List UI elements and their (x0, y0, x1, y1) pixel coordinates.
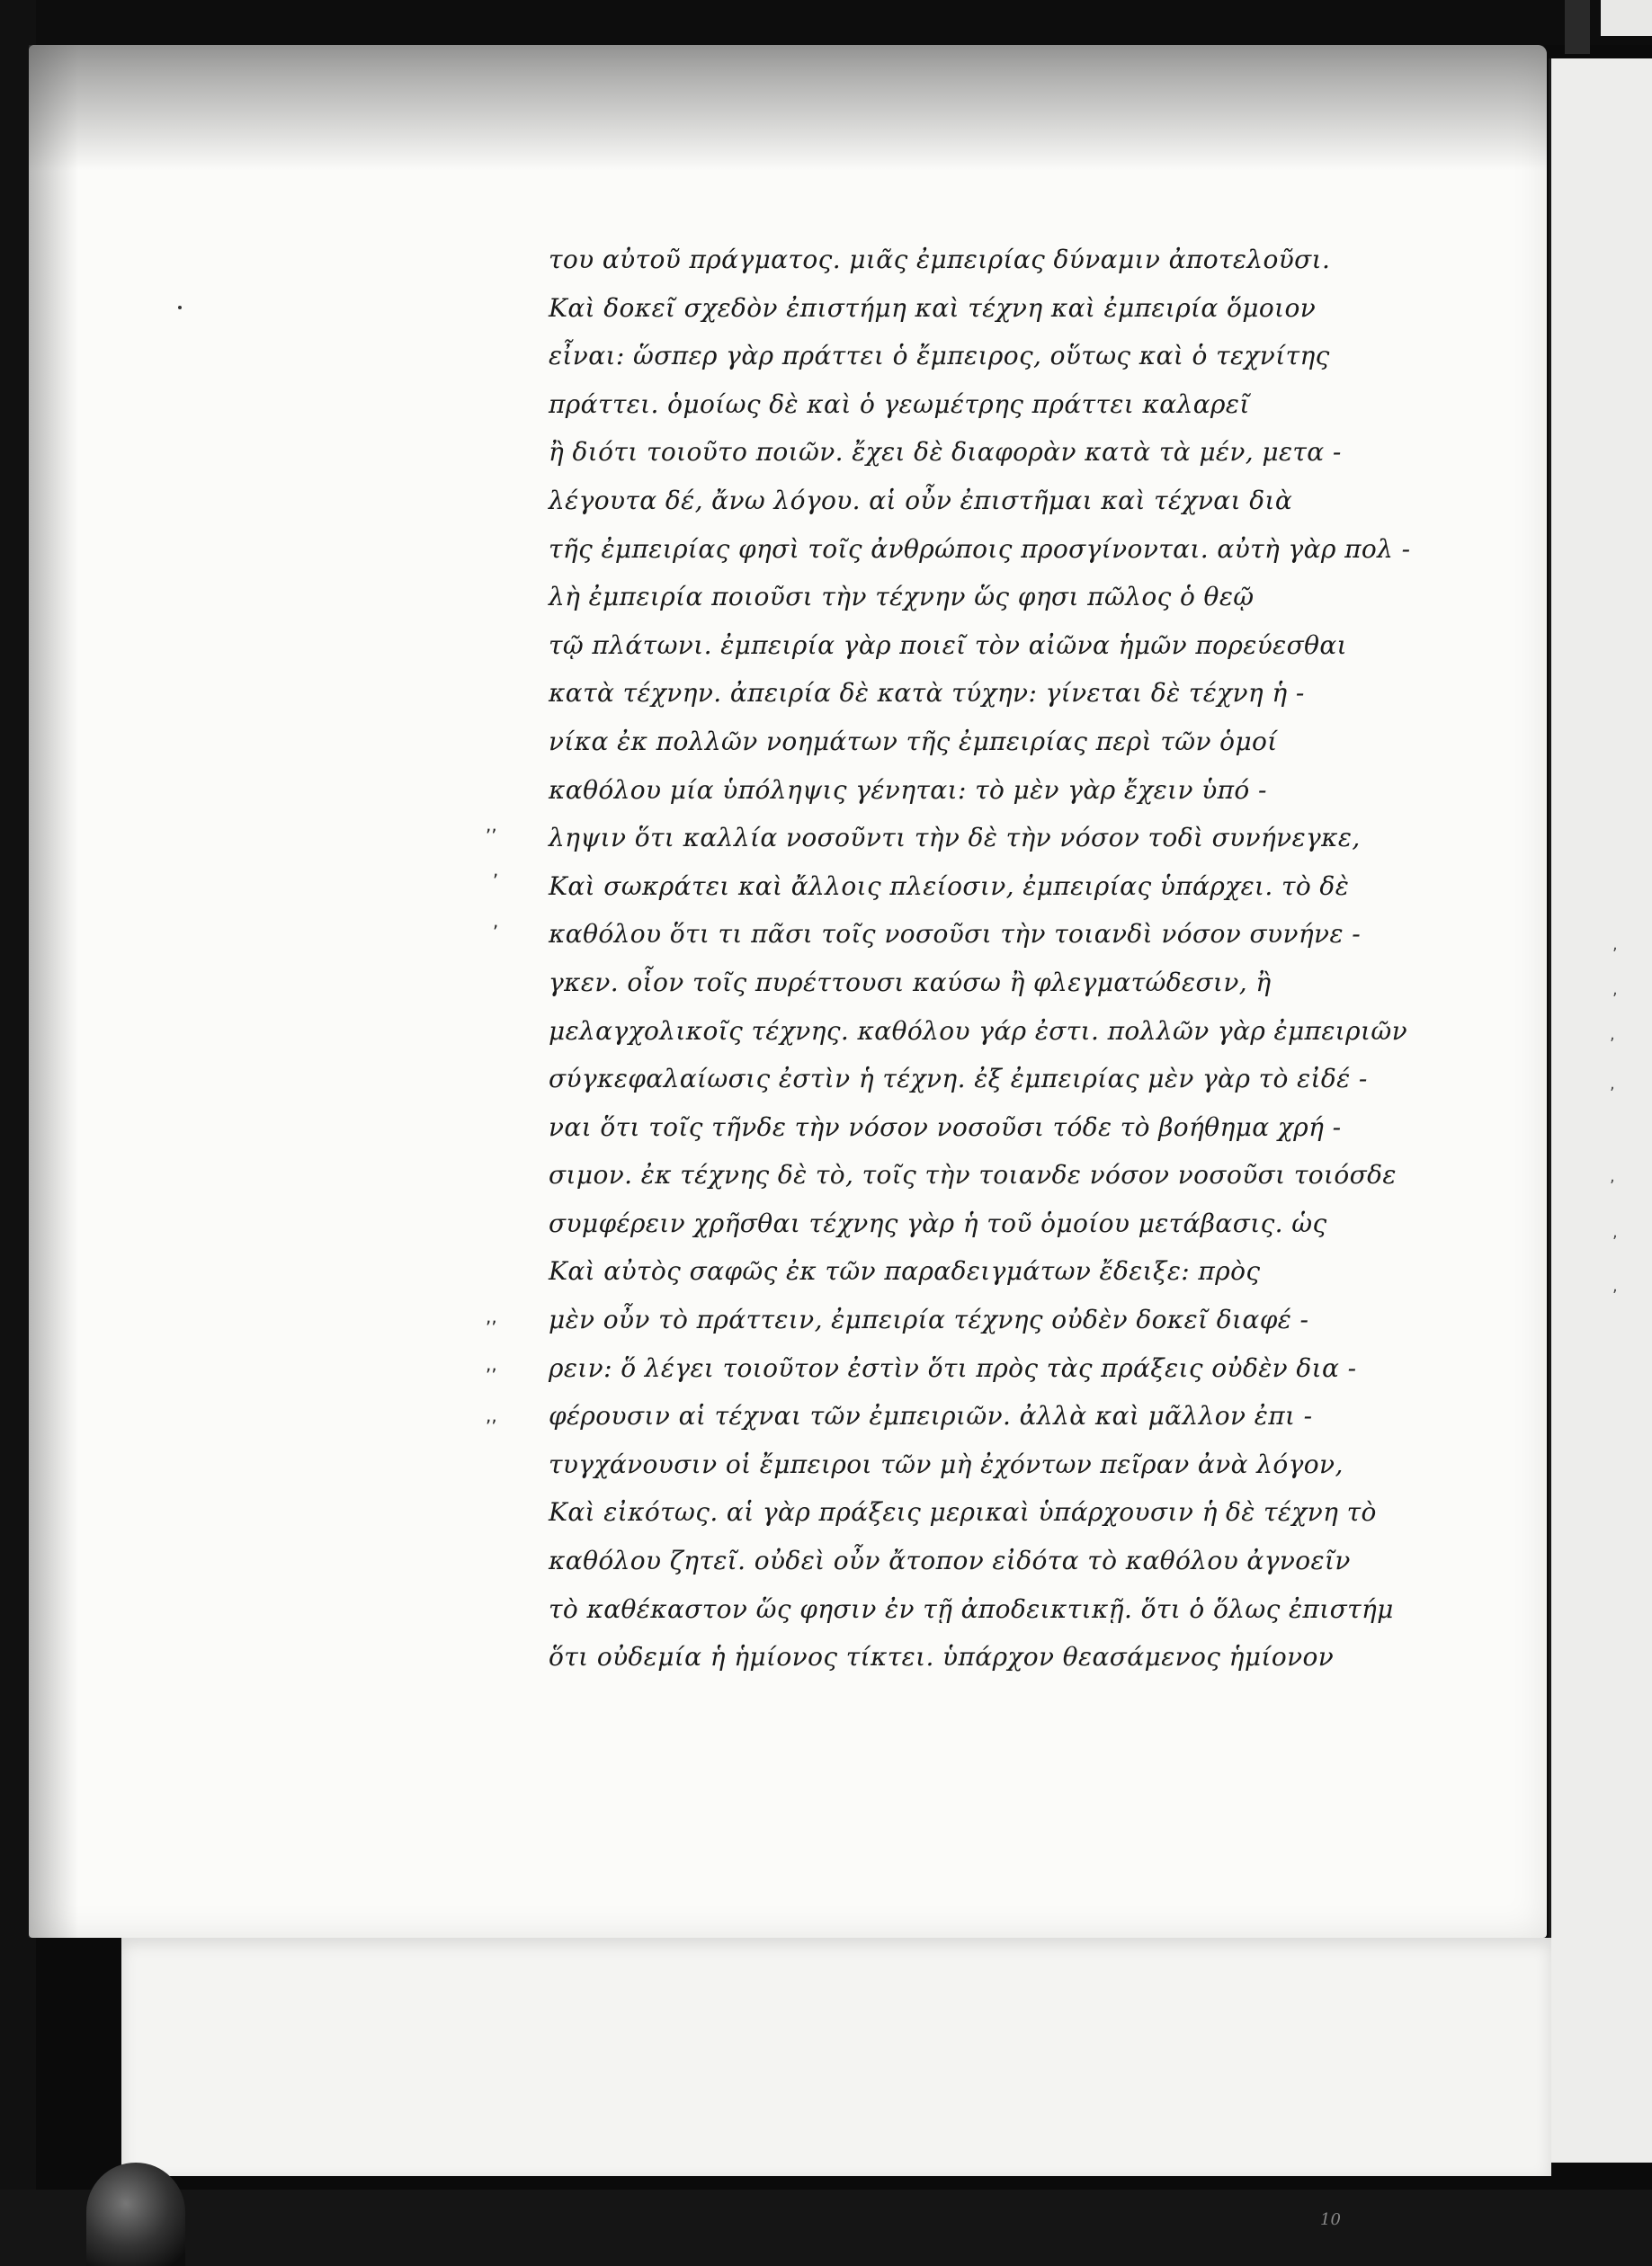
margin-mark: , (493, 859, 499, 880)
holder-thumb (86, 2163, 185, 2266)
edge-mark: , (1610, 1025, 1615, 1044)
text-line: λὴ ἐμπειρία ποιοῦσι τὴν τέχνην ὥς φησι πῶλος ὁ θεῷ (549, 582, 1255, 612)
adjacent-page (1549, 58, 1652, 2163)
text-line: καθόλου ὅτι τι πᾶσι τοῖς νοσοῦσι τὴν τοιανδὶ νόσον συνήνε - (549, 919, 1362, 950)
text-line: ἢ διότι τοιοῦτο ποιῶν. ἔχει δὲ διαφορὰν κατὰ τὰ μέν, μετα - (549, 437, 1342, 468)
text-line: τὸ καθέκαστον ὥς φησιν ἐν τῇ ἀποδεικτικῇ. ὅτι ὁ ὅλως ἐπιστήμ (549, 1593, 1394, 1624)
text-line: ὅτι οὐδεμία ἡ ἡμίονος τίκτει. ὑπάρχον θεασάμενος ἡμίονον (549, 1642, 1335, 1673)
text-line: Καὶ εἰκότως. αἱ γὰρ πράξεις μερικαὶ ὑπάρχουσιν ἡ δὲ τέχνη τὸ (549, 1497, 1377, 1528)
margin-mark: ,, (486, 1306, 497, 1327)
edge-mark: , (1612, 935, 1618, 954)
text-line: φέρουσιν αἱ τέχναι τῶν ἐμπειριῶν. ἀλλὰ καὶ μᾶλλον ἐπι - (549, 1401, 1313, 1432)
text-line: ρειν: ὅ λέγει τοιοῦτον ἐστὶν ὅτι πρὸς τὰς πράξεις οὐδὲν δια - (549, 1352, 1357, 1383)
page-shadow-left (29, 45, 78, 1938)
manuscript-text (549, 236, 1457, 1682)
margin-mark: ,, (486, 814, 497, 835)
text-line: ναι ὅτι τοῖς τῆνδε τὴν νόσον νοσοῦσι τόδε τὸ βοήθημα χρή - (549, 1111, 1342, 1142)
text-line: σύγκεφαλαίωσις ἐστὶν ἡ τέχνη. ἐξ ἐμπειρίας μὲν γὰρ τὸ εἰδέ - (549, 1064, 1368, 1094)
scan-top-margin (0, 0, 1652, 45)
folio-note: 10 (1320, 2210, 1341, 2229)
ink-dot (178, 306, 182, 309)
text-line: εἶναι: ὥσπερ γὰρ πράττει ὁ ἔμπειρος, οὕτως καὶ ὁ τεχνίτης (549, 341, 1330, 371)
left-margin-marks (486, 0, 540, 2266)
text-line: πράττει. ὁμοίως δὲ καὶ ὁ γεωμέτρης πράττει καλαρεῖ (549, 388, 1250, 419)
page-shadow-top (29, 45, 1547, 171)
text-line: τῷ πλάτωνι. ἐμπειρία γὰρ ποιεῖ τὸν αἰῶνα ἡμῶν πορεύεσθαι (549, 629, 1348, 660)
edge-mark: , (1612, 1277, 1618, 1296)
scan-bottom-margin (0, 2190, 1652, 2266)
edge-mark: , (1610, 1075, 1615, 1093)
text-line: κατὰ τέχνην. ἀπειρία δὲ κατὰ τύχην: γίνεται δὲ τέχνη ἡ - (549, 678, 1305, 709)
margin-mark: ,, (486, 1405, 497, 1426)
text-line: Καὶ σωκράτει καὶ ἄλλοις πλείοσιν, ἐμπειρίας ὑπάρχει. τὸ δὲ (549, 870, 1350, 901)
margin-mark: ,, (486, 1353, 497, 1375)
text-line: καθόλου ζητεῖ. οὐδεὶ οὖν ἄτοπον εἰδότα τὸ καθόλου ἀγνοεῖν (549, 1546, 1351, 1576)
edge-mark: , (1610, 1167, 1615, 1186)
text-line: μελαγχολικοῖς τέχνης. καθόλου γάρ ἐστι. πολλῶν γὰρ ἐμπειριῶν (549, 1015, 1408, 1046)
text-line: συμφέρειν χρῆσθαι τέχνης γὰρ ἡ τοῦ ὁμοίου μετάβασις. ὡς (549, 1208, 1327, 1238)
edge-mark: , (1612, 980, 1618, 999)
margin-mark: , (493, 910, 499, 932)
text-line: μὲν οὖν τὸ πράττειν, ἐμπειρία τέχνης οὐδὲν δοκεῖ διαφέ - (549, 1305, 1309, 1335)
binding-strip (1565, 0, 1590, 54)
edge-mark: , (1612, 1223, 1618, 1242)
text-line: σιμον. ἐκ τέχνης δὲ τὸ, τοῖς τὴν τοιανδε νόσον νοσοῦσι τοιόσδε (549, 1160, 1397, 1191)
text-line: Καὶ αὐτὸς σαφῶς ἐκ τῶν παραδειγμάτων ἔδειξε: πρὸς (549, 1256, 1261, 1287)
text-line: νίκα ἐκ πολλῶν νοημάτων τῆς ἐμπειρίας περὶ τῶν ὁμοί (549, 726, 1278, 756)
text-line: Καὶ δοκεῖ σχεδὸν ἐπιστήμη καὶ τέχνη καὶ ἐμπειρία ὅμοιον (549, 292, 1317, 323)
text-line: ληψιν ὅτι καλλία νοσοῦντι τὴν δὲ τὴν νόσον τοδὶ συνήνεγκε, (549, 823, 1361, 853)
lower-leaf (121, 1938, 1551, 2176)
next-leaf-corner (1601, 0, 1652, 36)
text-line: τυγχάνουσιν οἱ ἔμπειροι τῶν μὴ ἐχόντων πεῖραν ἀνὰ λόγον, (549, 1449, 1344, 1479)
text-line: του αὐτοῦ πράγματος. μιᾶς ἐμπειρίας δύναμιν ἀποτελοῦσι. (549, 245, 1331, 274)
text-line: τῆς ἐμπειρίας φησὶ τοῖς ἀνθρώποις προσγίνονται. αὐτὴ γὰρ πολ - (549, 533, 1411, 564)
text-line: καθόλου μία ὑπόληψις γένηται: τὸ μὲν γὰρ ἔχειν ὑπό - (549, 774, 1267, 805)
text-line: γκεν. οἷον τοῖς πυρέττουσι καύσω ἢ φλεγματώδεσιν, ἢ (549, 967, 1272, 997)
text-line: λέγουτα δέ, ἄνω λόγου. αἱ οὖν ἐπιστῆμαι καὶ τέχναι διὰ (549, 485, 1293, 515)
